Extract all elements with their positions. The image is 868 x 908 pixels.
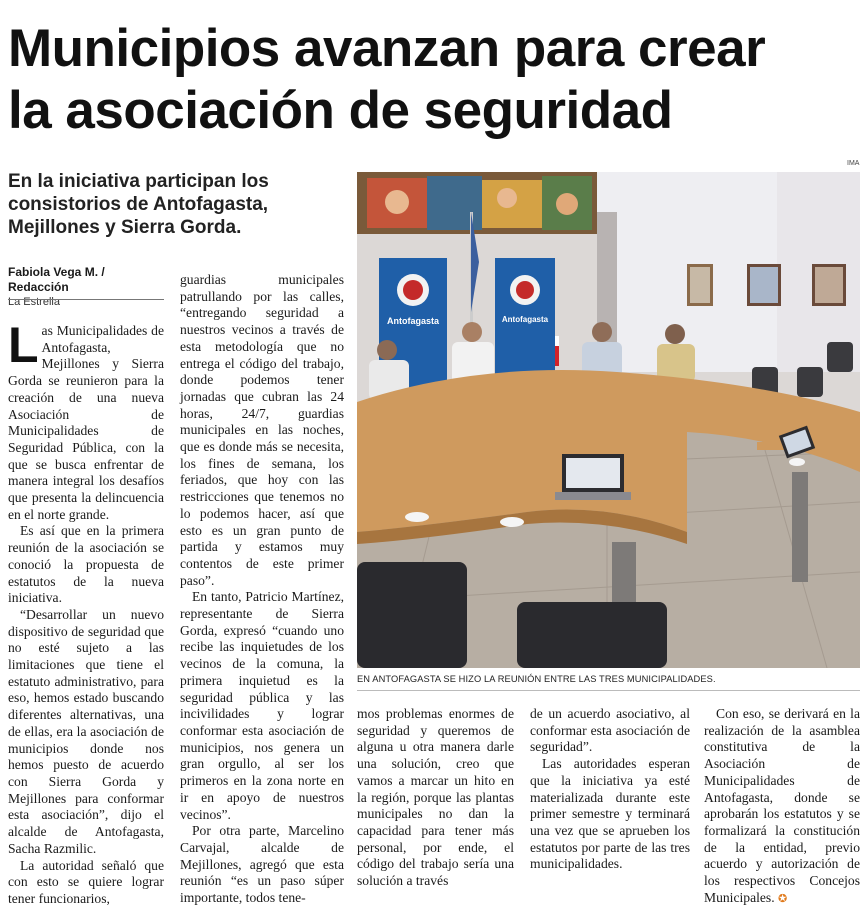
paragraph: guardias municipales patrullando por las calles, “entregando seguridad a nuestros vecinos a través de esta metodología que no entrega el código del trabajo, donde podemos tener jornadas que cubran las 24 horas, 24/7, guardias municipales en las noches, que es donde más se necesita, los fines de semana, los feriados, que hoy con las restricciones que tenemos no lo podemos hacer, así que esto es un gran punto de partida y estamos muy contentos de este primer paso”. bbox=[180, 272, 344, 588]
banner-text-2: Antofagasta bbox=[501, 315, 549, 324]
meeting-photo bbox=[357, 172, 860, 668]
paragraph: de un acuerdo asociativo, al conformar esta asociación de seguridad”. bbox=[530, 706, 690, 755]
photo-caption: EN ANTOFAGASTA SE HIZO LA REUNIÓN ENTRE LAS TRES MUNICIPALIDADES. bbox=[357, 674, 716, 684]
headline bbox=[8, 18, 858, 142]
paragraph: Por otra parte, Marcelino Carvajal, alcalde de Mejillones, agregó que esta reunión “es un paso súper importante, todos tene- bbox=[180, 823, 344, 906]
paragraph: Las autoridades esperan que la iniciativa ya esté materializada durante este primer semestre y terminará una vez que se aprueben los estatutos por parte de las tres municipalidades. bbox=[530, 756, 690, 872]
outlet-name: La Estrella bbox=[8, 296, 60, 308]
subheadline bbox=[8, 170, 343, 239]
headline-line-1: Municipios avanzan para crear bbox=[8, 19, 766, 78]
banner-text-1: Antofagasta bbox=[386, 316, 440, 326]
paragraph: En tanto, Patricio Martínez, representante de Sierra Gorda, expresó “cuando uno recibe las inquietudes de los vecinos de la comuna, la primera inquietud es la seguridad pública y las incivilidades y lograr conformar esta asociación de municipios, nos genera un gran orgullo, al ser los primeros en la zona norte en ir en apoyo de nuestros vecinos”. bbox=[180, 589, 344, 822]
body-column-2 bbox=[180, 272, 344, 907]
body-column-3 bbox=[357, 706, 514, 890]
caption-divider bbox=[357, 690, 860, 691]
paragraph: “Desarrollar un nuevo dispositivo de seguridad que no esté sujeto a las limitaciones que tiene el estatuto administrativo, para eso, hemos estado buscando diferentes alternativas, una de ellas, era la asociación de municipios donde nos hemos puesto de acuerdo con Sierra Gorda y Mejillones para conformar esta asociación”, dijo el alcalde de Antofagasta, Sacha Razmilic. bbox=[8, 606, 164, 856]
paragraph: Con eso, se derivará en la realización de la asamblea constitutiva de la Asociación de Municipalidades de Antofagasta, donde se aprobarán los estatutos y se formalizará la constitución de la entidad, previo acuerdo y autorización de los respectivos Concejos Municipales. ✪ bbox=[704, 706, 860, 905]
paragraph: Las Municipalidades de Antofagasta, Mejillones y Sierra Gorda se reunieron para la creación de una nueva Asociación de Municipalidades de Seguridad Pública, con la que se busca enfrentar de manera integral los desafíos que presenta la delincuencia en el norte grande. bbox=[8, 317, 164, 522]
paragraph: La autoridad señaló que con esto se quiere lograr tener funcionarios, bbox=[8, 857, 164, 906]
headline-line-2: la asociación de seguridad bbox=[8, 81, 673, 140]
paragraph: mos problemas enormes de seguridad y queremos de alguna u otra manera darle una solución, creo que vamos a marcar un hito en la región, porque las plantas municipales no dan la capacidad para tener más personal, por ende, el código del trabajo sería una solución a través bbox=[357, 706, 514, 889]
subhead-line-3: Mejillones y Sierra Gorda. bbox=[8, 217, 242, 238]
paragraph: Es así que en la primera reunión de la asociación se conoció la propuesta de estatutos de la nueva iniciativa. bbox=[8, 523, 164, 606]
body-column-1 bbox=[8, 317, 164, 908]
photo-credit: IMA bbox=[847, 160, 860, 167]
author-name: Fabiola Vega M. / Redacción bbox=[8, 265, 105, 294]
body-column-5 bbox=[704, 706, 860, 907]
subhead-line-1: En la iniciativa participan los bbox=[8, 171, 269, 192]
body-column-4 bbox=[530, 706, 690, 873]
byline-divider bbox=[8, 299, 164, 300]
drop-cap: L bbox=[8, 317, 39, 373]
subhead-line-2: consistorios de Antofagasta, bbox=[8, 194, 269, 215]
byline bbox=[8, 265, 168, 309]
end-of-article-icon: ✪ bbox=[778, 892, 788, 905]
